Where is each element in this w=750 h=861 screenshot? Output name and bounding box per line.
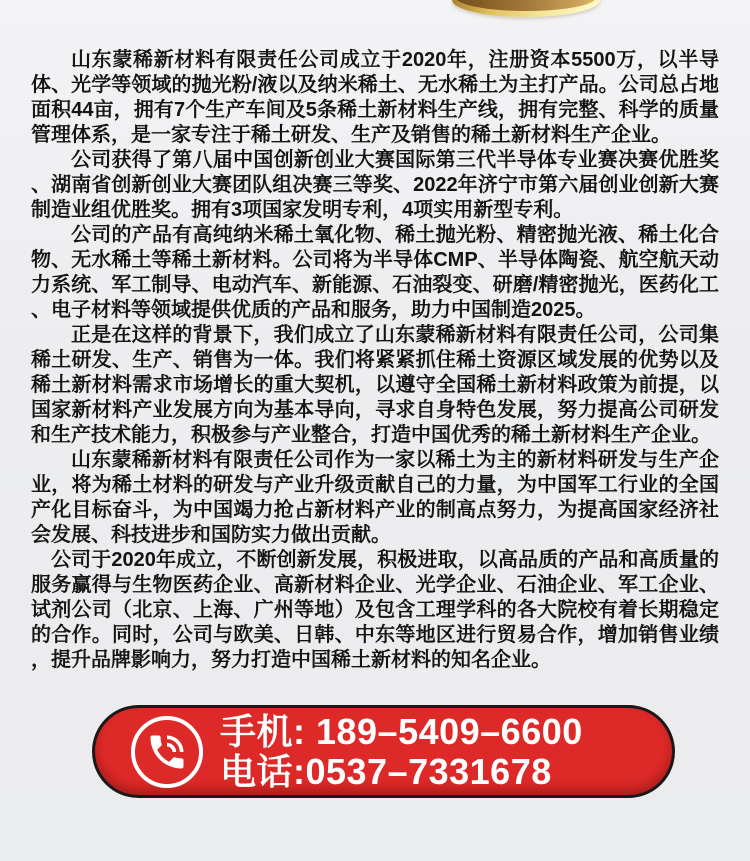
company-paragraph-founding: 山东蒙稀新材料有限责任公司成立于2020年，注册资本5500万，以半导体、光学等领域的抛光粉/液以及纳米稀土、无水稀土为主打产品。公司总占地面积44亩，拥有7个生产车间及5条稀土新材料生产线，拥有完整、科学的质量管理体系，是一家专注于稀土研发、生产及销售的稀土新材料生产企业。 <box>31 49 719 146</box>
company-paragraph-products: 公司的产品有高纯纳米稀土氧化物、稀土抛光粉、精密抛光液、稀土化合物、无水稀土等稀土新材料。公司将为半导体CMP、半导体陶瓷、航空航天动力系统、军工制导、电动汽车、新能源、石油裂变、研磨/精密抛光，医药化工、电子材料等领域提供优质的产品和服务，助力中国制造2025。 <box>31 224 719 321</box>
telephone-number-line: 电话:0537–7331678 <box>220 750 552 792</box>
company-paragraph-mission: 山东蒙稀新材料有限责任公司作为一家以稀土为主的新材料研发与生产企业，将为稀土材料的研发与产业升级贡献自己的力量，为中国军工行业的全国产化目标奋斗，为中国竭力抢占新材料产业的制高点努力，为提高国家经济社会发展、科技进步和国防实力做出贡献。 <box>31 449 719 546</box>
mobile-number-line: 手机: 189–5409–6600 <box>220 710 583 752</box>
gold-plate-inner <box>456 0 596 11</box>
phone-icon <box>131 716 203 788</box>
contact-banner[interactable] <box>92 705 675 798</box>
company-paragraph-strategy: 正是在这样的背景下，我们成立了山东蒙稀新材料有限责任公司，公司集稀土研发、生产、销售为一体。我们将紧紧抓住稀土资源区域发展的优势以及稀土新材料需求市场增长的重大契机，以遵守全国稀土新材料政策为前提，以国家新材料产业发展方向为基本导向，寻求自身特色发展，努力提高公司研发和生产技术能力，积极参与产业整合，打造中国优秀的稀土新材料生产企业。 <box>31 324 719 446</box>
contact-numbers <box>220 712 583 792</box>
gold-plate-image <box>452 0 600 17</box>
company-paragraph-awards: 公司获得了第八届中国创新创业大赛国际第三代半导体专业赛决赛优胜奖、湖南省创新创业大赛团队组决赛三等奖、2022年济宁市第六届创业创新大赛制造业组优胜奖。拥有3项国家发明专利，4项实用新型专利。 <box>31 149 719 221</box>
company-paragraph-cooperation: 公司于2020年成立，不断创新发展，积极进取，以高品质的产品和高质量的服务赢得与生物医药企业、高新材料企业、光学企业、石油企业、军工企业、试剂公司（北京、上海、广州等地）及包含工理学科的各大院校有着长期稳定的合作。同时，公司与欧美、日韩、中东等地区进行贸易合作，增加销售业绩，提升品牌影响力，努力打造中国稀土新材料的知名企业。 <box>31 549 719 671</box>
company-intro-text <box>31 48 719 673</box>
